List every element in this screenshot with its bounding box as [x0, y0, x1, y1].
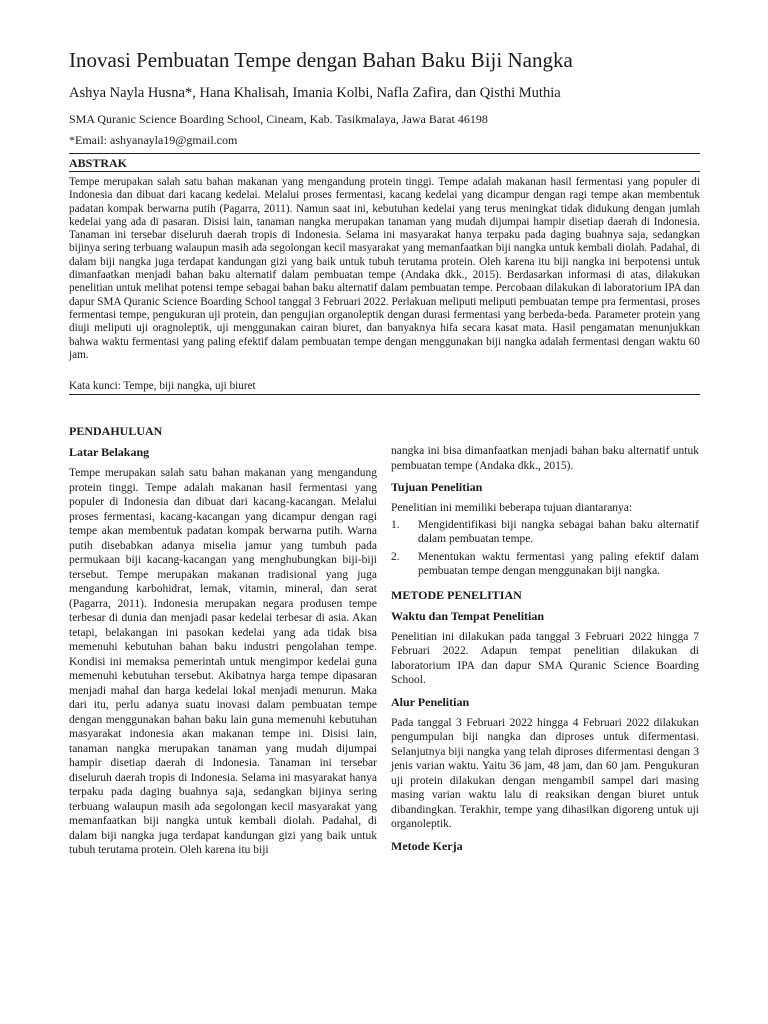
- abstract-heading: ABSTRAK: [69, 156, 128, 170]
- affiliation: SMA Quranic Science Boarding School, Cineam, Kab. Tasikmalaya, Jawa Barat 46198: [69, 112, 488, 126]
- subheading-latar-belakang: Latar Belakang: [69, 445, 150, 459]
- abstract-heading-rule: [69, 171, 700, 172]
- paper-title: Inovasi Pembuatan Tempe dengan Bahan Baku Biji Nangka: [69, 48, 573, 72]
- section-heading-pendahuluan: PENDAHULUAN: [69, 424, 163, 438]
- subheading-waktu-tempat: Waktu dan Tempat Penelitian: [391, 608, 545, 623]
- abstract-top-rule: [69, 153, 700, 154]
- list-item-text: Menentukan waktu fermentasi yang paling efektif dalam pembuatan tempe dengan menggunakan biji nangka.: [418, 550, 699, 577]
- paragraph-latar-belakang: Tempe merupakan salah satu bahan makanan yang mengandung protein tinggi. Tempe adalah makanan hasil fermentasi yang populer di Indonesia dan dibuat dari kacang-kacangan. Melalui proses fermentasi, kacang-kacangan yang dicampur dengan ragi tempe akan membentuk padatan kompak berwarna putih. Warna putih disebabkan adanya miselia jamur yang tumbuh pada permukaan biji kacang-kacangan yang menghubungkan biji-biji tersebut. Tempe merupakan makanan tradisional yang juga mengandung karbohidrat, lemak, vitamin, mineral, dan serat (Pagarra, 2011). Indonesia merupakan negara produsen tempe terbesar di dunia dan menjadi pasar kedelai terbesar di asia. Akan tetapi, belakangan ini pasokan kedelai yang ada tidak bisa memenuhi kebutuhan bahan baku industri pengolahan tempe. Kondisi ini memaksa pemerintah untuk mengimpor kedelai guna memenuhi kebutuhan tersebut. Akibatnya harga tempe dipasaran menjadi mahal dan harga kedelai lokal menjadi menurun. Maka dari itu, perlu adanya suatu inovasi dalam pembuatan tempe dengan menggunakan bahan baku lain guna memenuhi kebutuhan masyarakat indonesia akan makanan tempe ini. Disisi lain, tanaman nangka merupakan tanaman yang mudah dijumpai hampir disetiap daerah di Indonesia. Tanaman ini tersebar diseluruh daerah tropis di Indonesia. Selama ini masyarakat hanya terpaku pada daging buahnya saja, sedangkan bijinya sering terbuang walaupun masih ada segolongan kecil masyarakat yang memanfaatkan biji nangka untuk kembali diolah. Padahal, di dalam biji nangka juga terdapat kandungan gizi yang baik untuk tubuh terutama protein. Oleh karena itu biji: [69, 467, 377, 856]
- abstract-bottom-rule: [69, 394, 700, 395]
- paragraph-alur-penelitian: Pada tanggal 3 Februari 2022 hingga 4 Februari 2022 dilakukan pengumpulan biji nangka dan diproses untuk difermentasi. Selanjutnya biji nangka yang telah diproses difermentasi dengan 3 jenis varian waktu. Yaitu 36 jam, 48 jam, dan 60 jam. Pengukuran uji protein dilakukan dengan mengambil sampel dari masing masing varian waktu lalu di reaksikan dengan biuret untuk dibandingkan. Terakhir, tempe yang dihasilkan digoreng untuk uji organoleptik.: [391, 716, 699, 830]
- left-column: [69, 423, 377, 864]
- right-column: [391, 444, 699, 860]
- list-item-number: 1.: [391, 518, 400, 531]
- author-list: Ashya Nayla Husna*, Hana Khalisah, Imania Kolbi, Nafla Zafira, dan Qisthi Muthia: [69, 85, 561, 101]
- keywords: Kata kunci: Tempe, biji nangka, uji biuret: [69, 380, 256, 392]
- subheading-alur-penelitian: Alur Penelitian: [391, 694, 470, 709]
- tujuan-list: [391, 518, 699, 579]
- abstract-body: Tempe merupakan salah satu bahan makanan yang mengandung protein tinggi. Tempe adalah makanan hasil fermentasi yang populer di Indonesia dan dibuat dari kacang kedelai. Melalui proses fermentasi, kacang kedelai yang dicampur dengan ragi tempe akan membentuk padatan kompak berwarna putih (Pagarra, 2011). Namun saat ini, kebutuhan kedelai yang terus meningkat tidak didukung dengan jumlah kedelai yang ada di pasaran. Disisi lain, tanaman nangka merupakan tanaman yang mudah dijumpai hampir disetiap daerah di Indonesia. Tanaman ini tersebar diseluruh daerah tropis di Indonesia. Selama ini masyarakat hanya terpaku pada daging buahnya saja, sedangkan bijinya sering terbuang walaupun masih ada segolongan kecil masyarakat yang memanfaatkan biji nangka untuk kembali diolah. Padahal, di dalam biji nangka juga terdapat kandungan gizi yang baik untuk tubuh terutama protein. Oleh karena itu biji nangka ini berpotensi untuk dimanfaatkan menjadi bahan baku alternatif dalam pembuatan tempe (Andaka dkk., 2015). Berdasarkan informasi di atas, dilakukan penelitian untuk melihat potensi tempe sebagai bahan baku alternatif dalam pembuatan tempe. Percobaan dilakukan di laboratorium IPA dan dapur SMA Quranic Science Boarding School tanggal 3 Februari 2022. Perlakuan meliputi meliputi pembuatan tempe pra fermentasi, proses fermentasi tempe, pengukuran uji protein, dan pengujian organoleptik dengan durasi fermentasi yang berbeda-beda. Parameter protein yang diuji meliputi uji oragnoleptik, uji menggunakan cairan biuret, dan banyaknya hifa secara kasat mata. Hasil pengamatan menunjukkan bahwa waktu fermentasi yang paling efektif dalam pembuatan tempe dengan menggunakan biji nangka adalah fermentasi dengan waktu 60 jam.: [69, 176, 700, 361]
- contact-email: *Email: ashyanayla19@gmail.com: [69, 133, 238, 147]
- list-item: [391, 518, 699, 547]
- subheading-metode-kerja: Metode Kerja: [391, 838, 463, 853]
- paragraph-waktu-tempat: Penelitian ini dilakukan pada tanggal 3 Februari 2022 hingga 7 Februari 2022. Adapun tempat penelitian dilakukan di laboratorium IPA dan dapur SMA Quranic Science Boarding School.: [391, 630, 699, 686]
- paragraph-continuation: nangka ini bisa dimanfaatkan menjadi bahan baku alternatif untuk pembuatan tempe (Andaka dkk., 2015).: [391, 445, 699, 472]
- section-heading-metode: METODE PENELITIAN: [391, 587, 522, 602]
- list-item: [391, 550, 699, 579]
- list-item-number: 2.: [391, 550, 400, 563]
- paragraph-tujuan-intro: Penelitian ini memiliki beberapa tujuan diantaranya:: [391, 502, 633, 514]
- subheading-tujuan-penelitian: Tujuan Penelitian: [391, 480, 483, 494]
- list-item-text: Mengidentifikasi biji nangka sebagai bahan baku alternatif dalam pembuatan tempe.: [418, 518, 699, 545]
